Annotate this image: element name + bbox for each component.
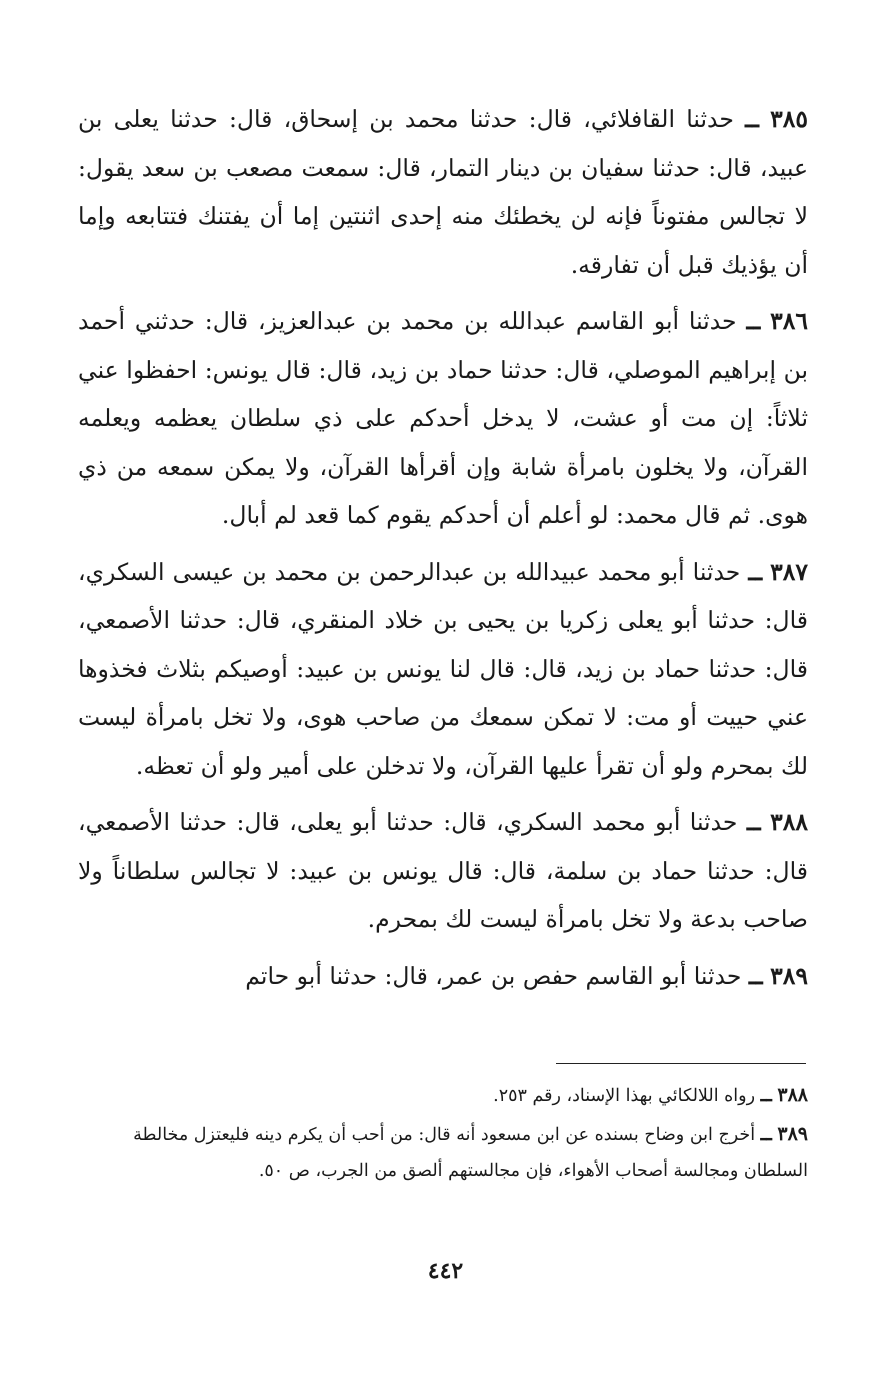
- footnote-dash: ــ: [760, 1084, 772, 1106]
- hadith-text: حدثنا أبو محمد عبيدالله بن عبدالرحمن بن محمد بن عيسى السكري، قال: حدثنا أبو يعلى زكريا بن يحيى بن خلاد المنقري، قال: حدثنا الأصمعي، قال: حدثنا حماد بن زيد، قال: قال لنا يونس بن عبيد: أوصيكم بثلاث فخذوها عني حييت أو مت: لا تمكن سمعك من صاحب هوى، ولا تخل بامرأة ليست لك بمحرم ولو أن تقرأ عليها القرآن، ولا تدخلن على أمير ولو أن تعظه.: [78, 557, 808, 780]
- footnote-text: رواه اللالكائي بهذا الإسناد، رقم ٢٥٣.: [493, 1086, 756, 1106]
- hadith-number: ٣٨٩: [770, 961, 808, 990]
- footnote-388: [78, 1077, 808, 1114]
- hadith-paragraph-386: [78, 297, 808, 540]
- footnote-389: [78, 1116, 808, 1189]
- hadith-paragraph-385: [78, 95, 808, 289]
- number-dash: ــ: [748, 557, 763, 586]
- hadith-text: حدثنا أبو القاسم عبدالله بن محمد بن عبدالعزيز، قال: حدثني أحمد بن إبراهيم الموصلي، قال: حدثنا حماد بن زيد، قال: قال يونس: احفظوا عني ثلاثاً: إن مت أو عشت، لا يدخل أحدكم على ذي سلطان يعظمه ويعلمه القرآن، ولا يخلون بامرأة شابة وإن أقرأها القرآن، ولا يمكن سمعه من ذي هوى. ثم قال محمد: لو أعلم أن أحدكم يقوم كما قعد لم أبال.: [78, 307, 808, 529]
- hadith-paragraph-388: [78, 798, 808, 944]
- footnote-divider: [556, 1063, 806, 1064]
- main-text-body: [78, 95, 808, 1008]
- footnote-number: ٣٨٩: [777, 1123, 808, 1145]
- hadith-number: ٣٨٧: [770, 557, 808, 586]
- footnote-text: أخرج ابن وضاح بسنده عن ابن مسعود أنه قال: من أحب أن يكرم دينه فليعتزل مخالطة السلطان ومجالسة أصحاب الأهواء، فإن مجالستهم ألصق من الجرب، ص ٥٠.: [133, 1125, 808, 1181]
- hadith-text: حدثنا أبو محمد السكري، قال: حدثنا أبو يعلى، قال: حدثنا الأصمعي، قال: حدثنا حماد بن سلمة، قال: قال يونس بن عبيد: لا تجالس سلطاناً ولا صاحب بدعة ولا تخل بامرأة ليست لك بمحرم.: [78, 808, 808, 933]
- number-dash: ــ: [746, 808, 761, 836]
- number-dash: ــ: [748, 961, 763, 990]
- hadith-text: حدثنا القافلائي، قال: حدثنا محمد بن إسحاق، قال: حدثنا يعلى بن عبيد، قال: حدثنا سفيان بن دينار التمار، قال: سمعت مصعب بن سعد يقول: لا تجالس مفتوناً فإنه لن يخطئك منه إحدى اثنتين إما أن يفتنك فتتابعه وإما أن يؤذيك قبل أن تفارقه.: [78, 105, 808, 279]
- hadith-number: ٣٨٦: [770, 307, 808, 335]
- footnote-dash: ــ: [760, 1123, 772, 1145]
- number-dash: ــ: [746, 307, 761, 335]
- hadith-number: ٣٨٨: [770, 808, 808, 836]
- number-dash: ــ: [745, 105, 759, 133]
- page-number: ٤٤٢: [427, 1258, 464, 1284]
- hadith-paragraph-389: [78, 952, 808, 1001]
- footnote-number: ٣٨٨: [777, 1084, 808, 1106]
- hadith-text: حدثنا أبو القاسم حفص بن عمر، قال: حدثنا أبو حاتم: [245, 961, 742, 990]
- footnotes-section: [78, 1077, 808, 1191]
- hadith-paragraph-387: [78, 548, 808, 791]
- hadith-number: ٣٨٥: [770, 105, 808, 133]
